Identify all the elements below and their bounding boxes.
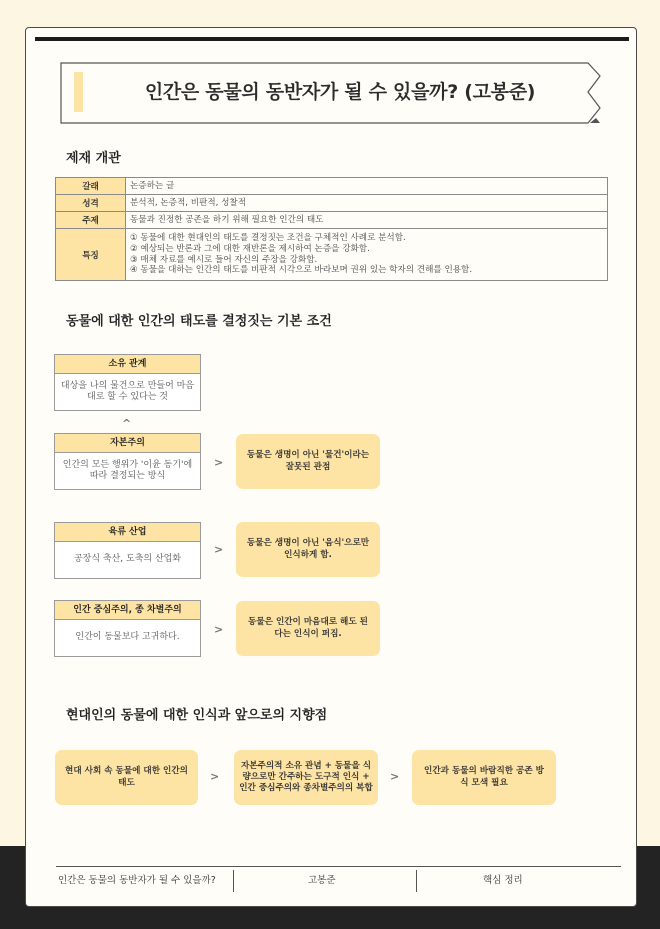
right-arrow: > [210,770,220,783]
feature-line: ④ 동물을 대하는 인간의 태도를 비판적 시각으로 바라보며 권위 있는 학자의 견해를 인용함. [130,265,473,276]
row-key: 특징 [56,229,126,281]
meat-industry-box [54,522,201,579]
row-value: 논증하는 글 [126,178,608,195]
footer-author: 고봉준 [308,875,336,886]
top-rule [35,37,629,41]
result-anthropocentrism: 동물은 인간이 마음대로 해도 된다는 인식이 퍼짐. [236,601,380,656]
capitalism-body: 인간의 모든 행위가 '이윤 동기'에 따라 결정되는 방식 [62,459,193,481]
step-coexistence: 인간과 동물의 바람직한 공존 방식 모색 필요 [412,750,556,805]
capitalism-title: 자본주의 [55,434,200,453]
anthropocentrism-box [54,600,201,657]
table-row [56,178,608,195]
up-arrow: ^ [122,417,132,430]
title-banner [60,62,604,124]
section-heading-conditions: 동물에 대한 인간의 태도를 결정짓는 기본 조건 [56,310,344,334]
result-capitalism: 동물은 생명이 아닌 '물건'이라는 잘못된 관점 [236,434,380,489]
right-arrow: > [214,543,224,556]
ownership-body: 대상을 나의 물건으로 만들어 마음대로 할 수 있다는 것 [60,380,195,402]
row-key: 주제 [56,212,126,229]
right-arrow: > [214,623,224,636]
step-current-attitude: 현대 사회 속 동물에 대한 인간의 태도 [55,750,198,805]
meat-industry-title: 육류 산업 [55,523,200,542]
anthropocentrism-title: 인간 중심주의, 종 차별주의 [55,601,200,620]
section-heading-overview: 제재 개관 [56,147,128,171]
feature-line: ② 예상되는 반론과 그에 대한 재반론을 제시하여 논증을 강화함. [130,243,370,254]
footer-label: 핵심 정리 [483,875,523,886]
footer-divider [416,870,417,892]
row-key: 성격 [56,195,126,212]
table-row [56,212,608,229]
ownership-title: 소유 관계 [55,355,200,374]
right-arrow: > [214,456,224,469]
row-value: 분석적, 논증적, 비판적, 성찰적 [126,195,608,212]
result-meat-industry: 동물은 생명이 아닌 '음식'으로만 인식하게 함. [236,522,380,577]
overview-table [55,177,608,281]
footer-rule [56,866,621,867]
right-arrow: > [390,770,400,783]
footer-title: 인간은 동물의 동반자가 될 수 있을까? [58,875,216,886]
table-row [56,229,608,281]
feature-line: ③ 매체 자료를 예시로 들어 자신의 주장을 강화함. [130,254,318,265]
footer-divider [233,870,234,892]
row-value-features [126,229,608,281]
ownership-box [54,354,201,411]
feature-line: ① 동물에 대한 현대인의 태도를 결정짓는 조건을 구체적인 사례로 분석함. [130,233,406,244]
section-heading-direction: 현대인의 동물에 대한 인식과 앞으로의 지향점 [56,704,342,728]
step-analysis: 자본주의적 소유 관념 + 동물을 식량으로만 간주하는 도구적 인식 + 인간 중심주의와 종차별주의의 복합 [234,750,378,805]
title-accent-bar [74,72,83,112]
page-title: 인간은 동물의 동반자가 될 수 있을까? (고봉준) [144,81,536,103]
anthropocentrism-body: 인간이 동물보다 고귀하다. [75,632,180,643]
capitalism-box [54,433,201,490]
worksheet [25,27,637,907]
row-key: 갈래 [56,178,126,195]
table-row [56,195,608,212]
meat-industry-body: 공장식 축산, 도축의 산업화 [73,554,182,565]
row-value: 동물과 진정한 공존을 하기 위해 필요한 인간의 태도 [126,212,608,229]
